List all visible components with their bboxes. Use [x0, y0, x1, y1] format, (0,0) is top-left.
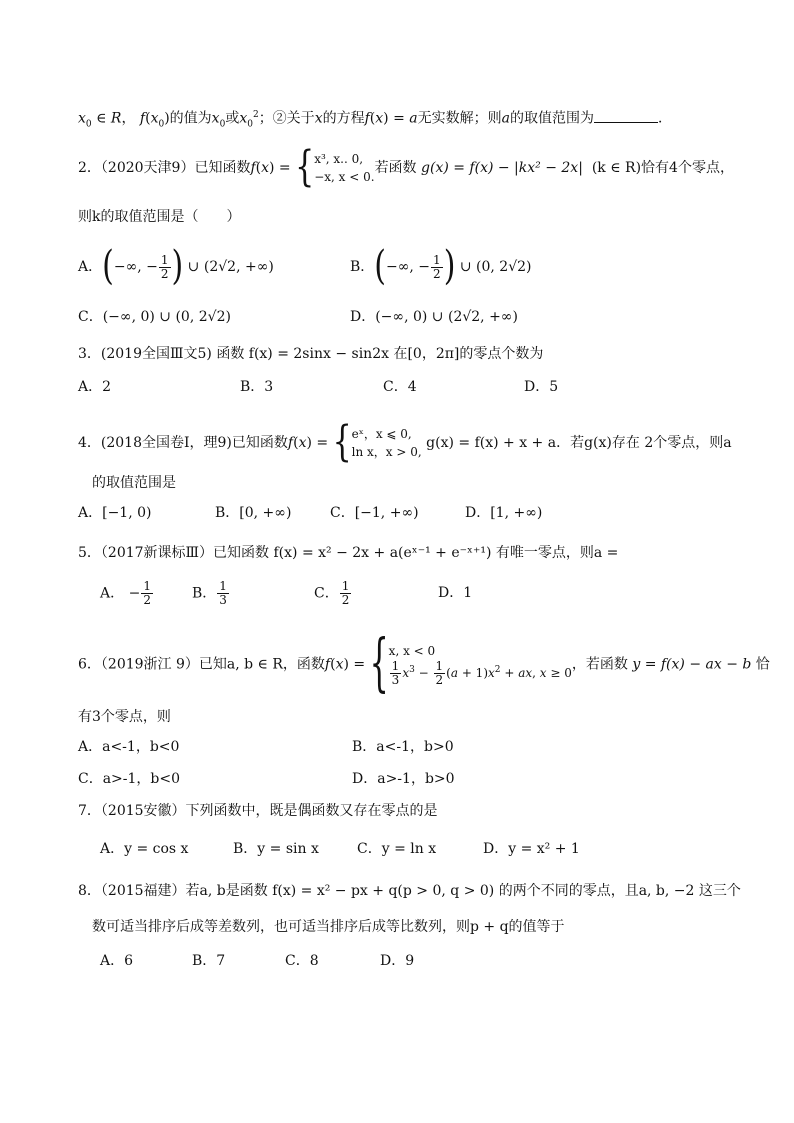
q3-option-a: A．2	[78, 379, 112, 395]
q4-stem: 4．(2018全国卷Ⅰ，理9)已知函数f(x) = { eˣ，x ⩽ 0, ln x，x > 0, g(x) = f(x) + x + a．若g(x)存在 2个零点，则a	[78, 417, 732, 467]
q4-option-d: D．[1, +∞)	[465, 505, 543, 521]
q5-option-b: B． $\frac{1}{3}$	[192, 579, 227, 607]
q3-stem: 3．(2019全国Ⅲ文5) 函数 f(x) = 2sinx − sin2x 在[0，2π]的零点个数为	[78, 346, 544, 362]
q2-stem-line2: 则k的取值范围是（ ）	[78, 209, 241, 225]
q7-option-d: D．y = x² + 1	[483, 841, 580, 857]
q7-option-c: C．y = ln x	[357, 841, 437, 857]
q8-option-a: A．6	[100, 953, 134, 969]
q6-stem: 6．（2019浙江 9）已知a, b ∈ R，函数f(x) = { x, x < 0 $\frac{1}{3}$ $x^3$ − $\frac{1}{2}$ $(a + 1)x^2$ + ax, x ≥ 0 ，若函数 y = f(x) − ax − b 恰	[78, 626, 770, 701]
q5-option-d: D．1	[438, 585, 473, 601]
q1-continuation: $x_0$ ∈ R， $f(x_0)$的值为$x_0$或$x_0^2$；②关于x的方程f(x) = a无实数解；则a的取值范围为 ．	[78, 110, 672, 130]
q8-option-b: B．7	[192, 953, 226, 969]
q4-stem-line2: 的取值范围是	[92, 475, 176, 491]
q6-option-c: C．a>-1，b<0	[78, 771, 181, 787]
q5-option-c: C． $\frac{1}{2}$	[314, 579, 350, 607]
q6-option-a: A．a<-1，b<0	[78, 739, 180, 755]
q8-stem-line2: 数可适当排序后成等差数列，也可适当排序后成等比数列，则p + q的值等于	[92, 919, 565, 935]
q7-option-a: A．y = cos x	[100, 841, 189, 857]
q8-option-c: C．8	[285, 953, 319, 969]
q6-stem-line2: 有3个零点，则	[78, 709, 171, 725]
q2-option-b: B．(−∞, − $\frac{1}{2}$ ) ∪ (0, 2√2)	[350, 242, 532, 290]
q4-option-c: C．[−1, +∞)	[330, 505, 419, 521]
q6-option-d: D．a>-1，b>0	[352, 771, 455, 787]
answer-blank	[594, 110, 658, 123]
q8-stem: 8．（2015福建）若a, b是函数 f(x) = x² − px + q(p > 0, q > 0) 的两个不同的零点，且a, b, −2 这三个	[78, 883, 741, 899]
q2-stem: 2．（2020天津9）已知函数f(x) = { x³, x.. 0, −x, x < 0. 若函数 g(x) = f(x) − |kx² − 2x| (k ∈ R)恰有4个零点，	[78, 142, 734, 192]
q3-option-c: C．4	[383, 379, 417, 395]
q6-option-b: B．a<-1，b>0	[352, 739, 454, 755]
q8-option-d: D．9	[380, 953, 415, 969]
q5-stem: 5．（2017新课标Ⅲ）已知函数 f(x) = x² − 2x + a(eˣ⁻¹ + e⁻ˣ⁺¹) 有唯一零点，则a =	[78, 545, 619, 561]
q5-option-a: A． − $\frac{1}{2}$	[100, 579, 151, 607]
q7-option-b: B．y = sin x	[233, 841, 319, 857]
q2-option-c: C．(−∞, 0) ∪ (0, 2√2)	[78, 309, 231, 325]
q2-option-a: A．(−∞, − $\frac{1}{2}$ ) ∪ (2√2, +∞)	[78, 242, 274, 290]
q3-option-d: D．5	[524, 379, 559, 395]
q4-option-b: B．[0, +∞)	[215, 505, 292, 521]
q3-option-b: B．3	[240, 379, 274, 395]
q2-option-d: D．(−∞, 0) ∪ (2√2, +∞)	[350, 309, 518, 325]
q7-stem: 7．（2015安徽）下列函数中，既是偶函数又存在零点的是	[78, 803, 438, 819]
q4-option-a: A．[−1, 0)	[78, 505, 152, 521]
